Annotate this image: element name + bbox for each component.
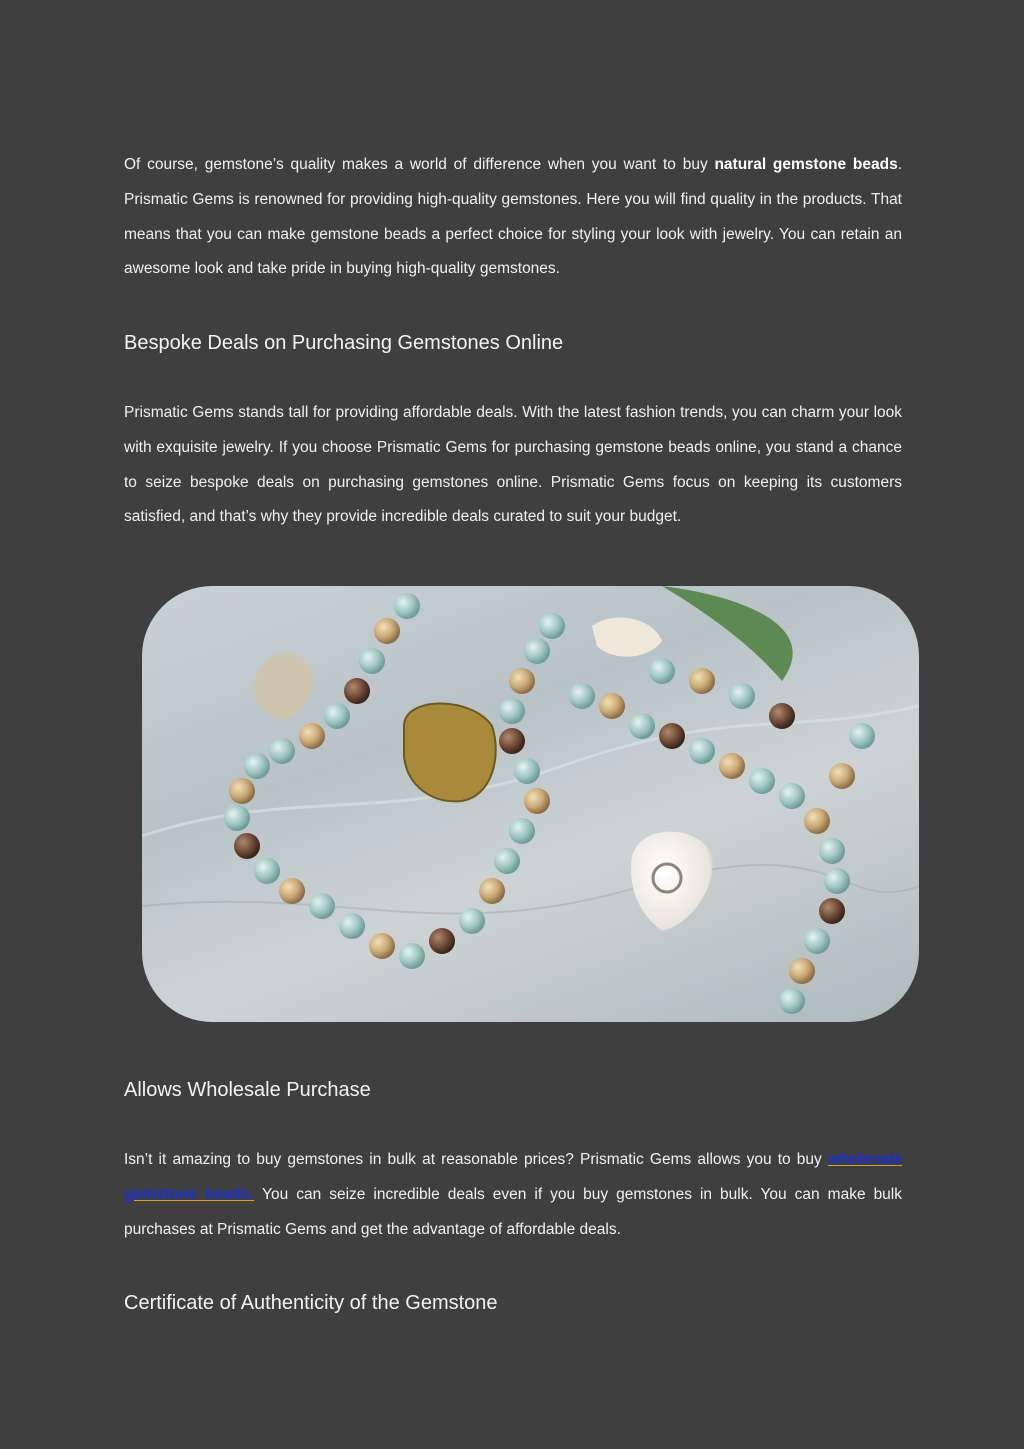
wholesale-text-start: Isn’t it amazing to buy gemstones in bulk at reasonable prices? Prismatic Gems allows you to buy: [124, 1151, 828, 1168]
intro-text-end: . Prismatic Gems is renowned for providing high-quality gemstones. Here you will find quality in the products. That means that you can make gemstone beads a perfect choice for styling your look with jewelry. You can retain an awesome look and take pride in buying high-quality gemstones.: [124, 156, 902, 278]
bespoke-paragraph: Prismatic Gems stands tall for providing affordable deals. With the latest fashion trends, you can charm your look with exquisite jewelry. If you choose Prismatic Gems for purchasing gemstone beads online, you stand a chance to seize bespoke deals on purchasing gemstones online. Prismatic Gems focus on keeping its customers satisfied, and that’s why they provide incredible deals curated to suit your budget.: [124, 404, 902, 526]
photo-illustration: [142, 586, 919, 1022]
wholesale-paragraph: [124, 1143, 902, 1247]
gemstone-beads-photo: [142, 586, 919, 1022]
shell-heart: [631, 832, 713, 931]
leaf-shape: [662, 586, 793, 681]
intro-text-start: Of course, gemstone’s quality makes a world of difference when you want to buy: [124, 156, 715, 173]
natural-gemstone-beads-bold: natural gemstone beads: [714, 156, 898, 173]
brass-elephant: [404, 704, 496, 802]
heading-certificate: Certificate of Authenticity of the Gemstone: [124, 1292, 498, 1314]
heading-bespoke-deals: Bespoke Deals on Purchasing Gemstones Online: [124, 332, 564, 354]
intro-paragraph: [124, 148, 902, 287]
wholesale-gemstone-beads-link[interactable]: wholesale gemstone beads.: [124, 1151, 902, 1203]
heading-wholesale: Allows Wholesale Purchase: [124, 1079, 371, 1101]
coral-heart: [254, 653, 313, 721]
wholesale-text-end: You can seize incredible deals even if you buy gemstones in bulk. You can make bulk purchases at Prismatic Gems and get the advantage of affordable deals.: [124, 1185, 902, 1238]
seashell: [592, 618, 662, 657]
